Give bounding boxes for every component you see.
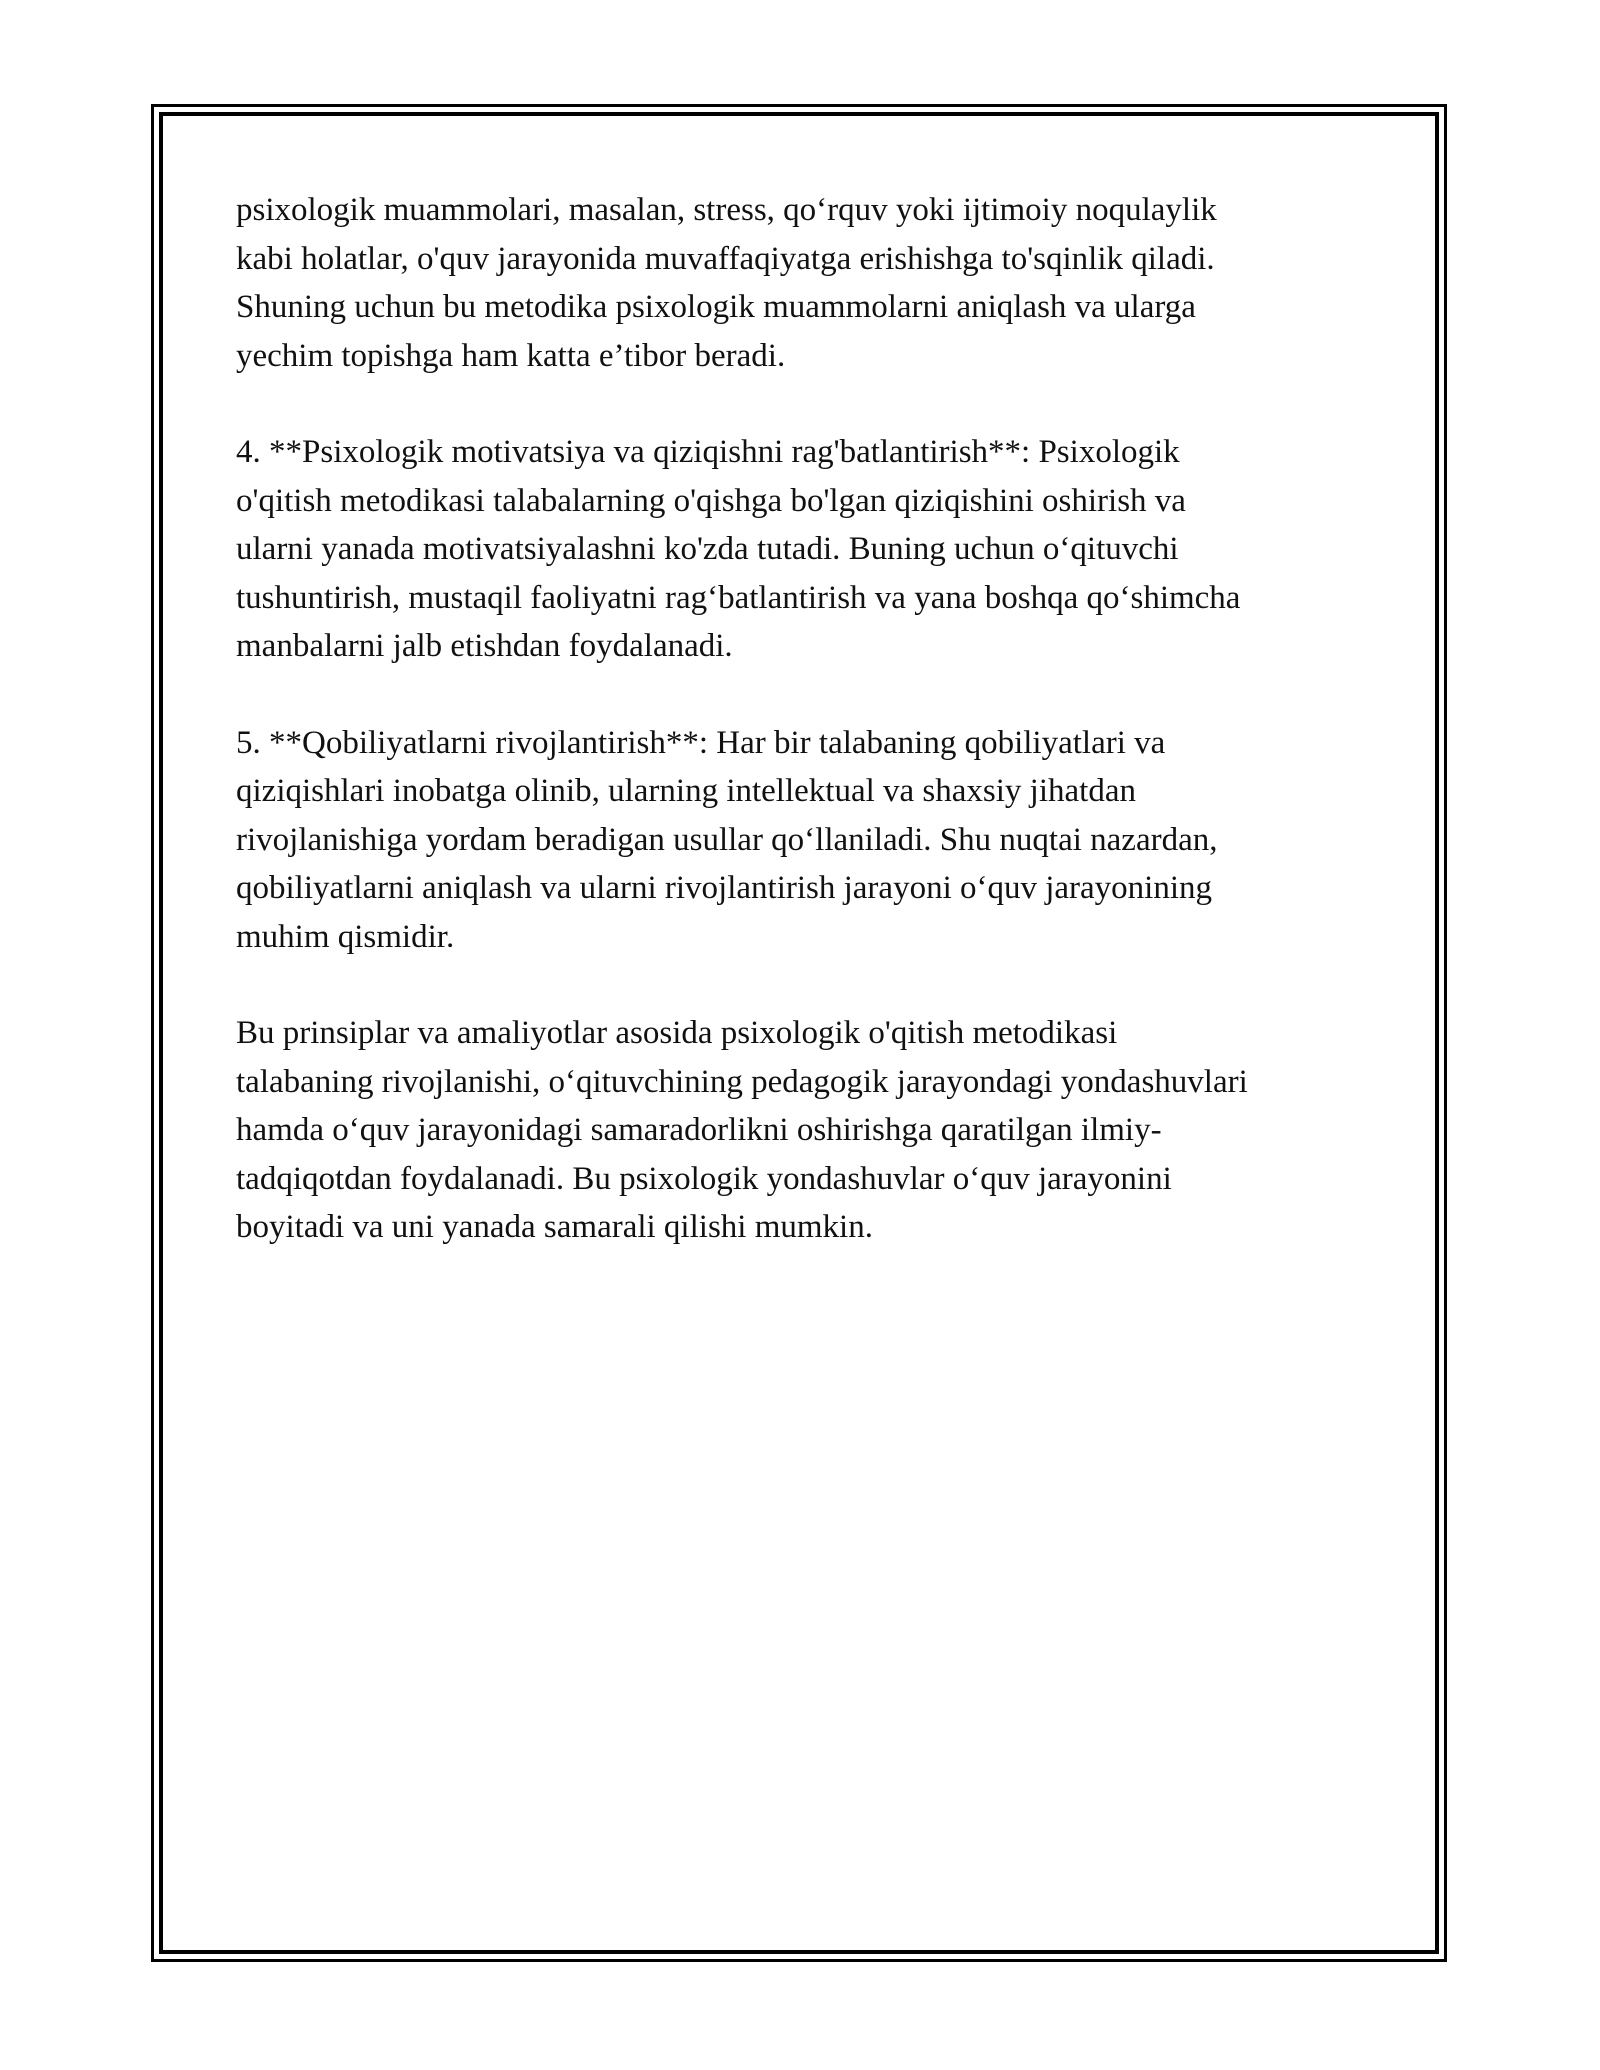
text-line: boyitadi va uni yanada samarali qilishi mumkin. [236, 1209, 873, 1245]
text-line: 4. **Psixologik motivatsiya va qiziqishni rag'batlantirish**: Psixologik [236, 434, 1180, 470]
text-line: muhim qismidir. [236, 918, 455, 955]
text-line: ularni yanada motivatsiyalashni ko'zda tutadi. Buning uchun o‘qituvchi [236, 531, 1179, 567]
text-line: Shuning uchun bu metodika psixologik muammolarni aniqlash va ularga [236, 289, 1196, 325]
text-line: tadqiqotdan foydalanadi. Bu psixologik yondashuvlar o‘quv jarayonini [236, 1160, 1172, 1197]
text-line: o'qitish metodikasi talabalarning o'qishga bo'lgan qiziqishini oshirish va [236, 482, 1186, 519]
text-line: talabaning rivojlanishi, o‘qituvchining pedagogik jarayondagi yondashuvlari [236, 1063, 1248, 1100]
text-line: manbalarni jalb etishdan foydalanadi. [236, 628, 733, 664]
text-line: hamda o‘quv jarayonidagi samaradorlikni oshirishga qaratilgan ilmiy- [236, 1112, 1162, 1148]
paragraph-item-5-abilities [236, 719, 1376, 962]
paragraph-psychological-problems [236, 186, 1376, 380]
text-line: rivojlanishiga yordam beradigan usullar qo‘llaniladi. Shu nuqtai nazardan, [236, 821, 1218, 858]
paragraph-conclusion [236, 1009, 1376, 1252]
text-line: kabi holatlar, o'quv jarayonida muvaffaqiyatga erishishga to'sqinlik qiladi. [236, 240, 1215, 277]
text-line: psixologik muammolari, masalan, stress, qo‘rquv yoki ijtimoiy noqulaylik [236, 192, 1217, 228]
text-line: Bu prinsiplar va amaliyotlar asosida psixologik o'qitish metodikasi [236, 1015, 1118, 1051]
text-line: tushuntirish, mustaqil faoliyatni rag‘batlantirish va yana boshqa qo‘shimcha [236, 579, 1241, 616]
document-body [236, 186, 1376, 1300]
text-line: qiziqishlari inobatga olinib, ularning intellektual va shaxsiy jihatdan [236, 773, 1136, 809]
paragraph-item-4-motivation [236, 428, 1376, 671]
text-line: qobiliyatlarni aniqlash va ularni rivojlantirish jarayoni o‘quv jarayonining [236, 870, 1213, 906]
text-line: yechim topishga ham katta e’tibor beradi. [236, 337, 786, 374]
text-line: 5. **Qobiliyatlarni rivojlantirish**: Har bir talabaning qobiliyatlari va [236, 724, 1166, 761]
